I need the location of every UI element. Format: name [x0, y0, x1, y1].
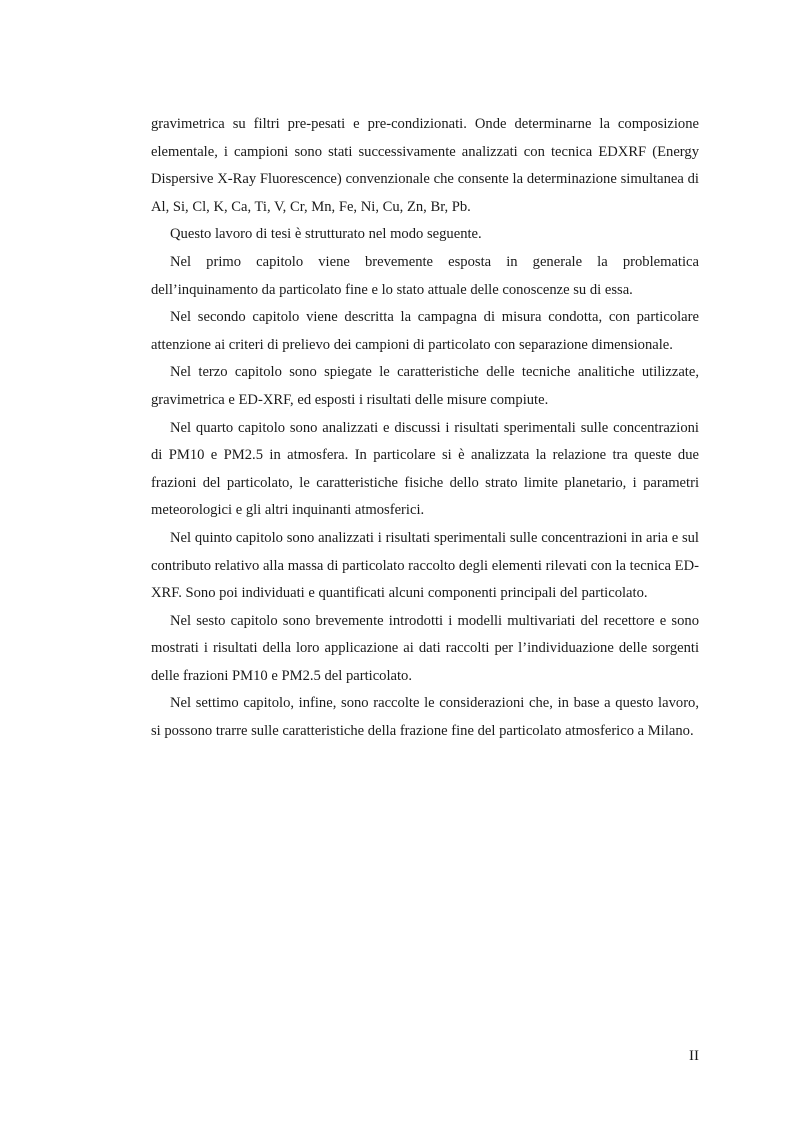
page-number: II	[689, 1048, 699, 1064]
paragraph-continuation: gravimetrica su filtri pre-pesati e pre-condizionati. Onde determinarne la composizione elementale, i campioni sono stati successivamente analizzati con tecnica EDXRF (Energy Dispersive X-Ray Fluorescence) convenzionale che consente la determinazione simultanea di Al, Si, Cl, K, Ca, Ti, V, Cr, Mn, Fe, Ni, Cu, Zn, Br, Pb.	[151, 116, 699, 215]
paragraph-chapter-2: Nel secondo capitolo viene descritta la campagna di misura condotta, con particolare attenzione ai criteri di prelievo dei campioni di particolato con separazione dimensionale.	[151, 309, 699, 353]
paragraph-chapter-7: Nel settimo capitolo, infine, sono raccolte le considerazioni che, in base a questo lavoro, si possono trarre sulle caratteristiche della frazione fine del particolato atmosferico a Milano.	[151, 695, 699, 740]
paragraph-chapter-1: Nel primo capitolo viene brevemente esposta in generale la problematica dell’inquinamento da particolato fine e lo stato attuale delle conoscenze su di essa.	[151, 253, 699, 298]
paragraph-chapter-4: Nel quarto capitolo sono analizzati e discussi i risultati sperimentali sulle concentrazioni di PM10 e PM2.5 in atmosfera. In particolare si è analizzata la relazione tra queste due frazioni del particolato, le caratteristiche fisiche dello strato limite planetario, i parametri meteorologici e gli altri inquinanti atmosferici.	[151, 419, 699, 519]
paragraph-chapter-5: Nel quinto capitolo sono analizzati i risultati sperimentali sulle concentrazioni in aria e sul contributo relativo alla massa di particolato raccolto degli elementi rilevati con la tecnica ED-XRF. Sono poi individuati e quantificati alcuni componenti principali del particolato.	[151, 529, 699, 602]
paragraph-chapter-6: Nel sesto capitolo sono brevemente introdotti i modelli multivariati del recettore e sono mostrati i risultati della loro applicazione ai dati raccolti per l’individuazione delle sorgenti delle frazioni PM10 e PM2.5 del particolato.	[151, 612, 699, 684]
paragraph-structure-intro: Questo lavoro di tesi è strutturato nel modo seguente.	[170, 226, 482, 243]
body-text	[151, 111, 699, 746]
paragraph-chapter-3: Nel terzo capitolo sono spiegate le caratteristiche delle tecniche analitiche utilizzate, gravimetrica e ED-XRF, ed esposti i risultati delle misure compiute.	[151, 364, 699, 408]
